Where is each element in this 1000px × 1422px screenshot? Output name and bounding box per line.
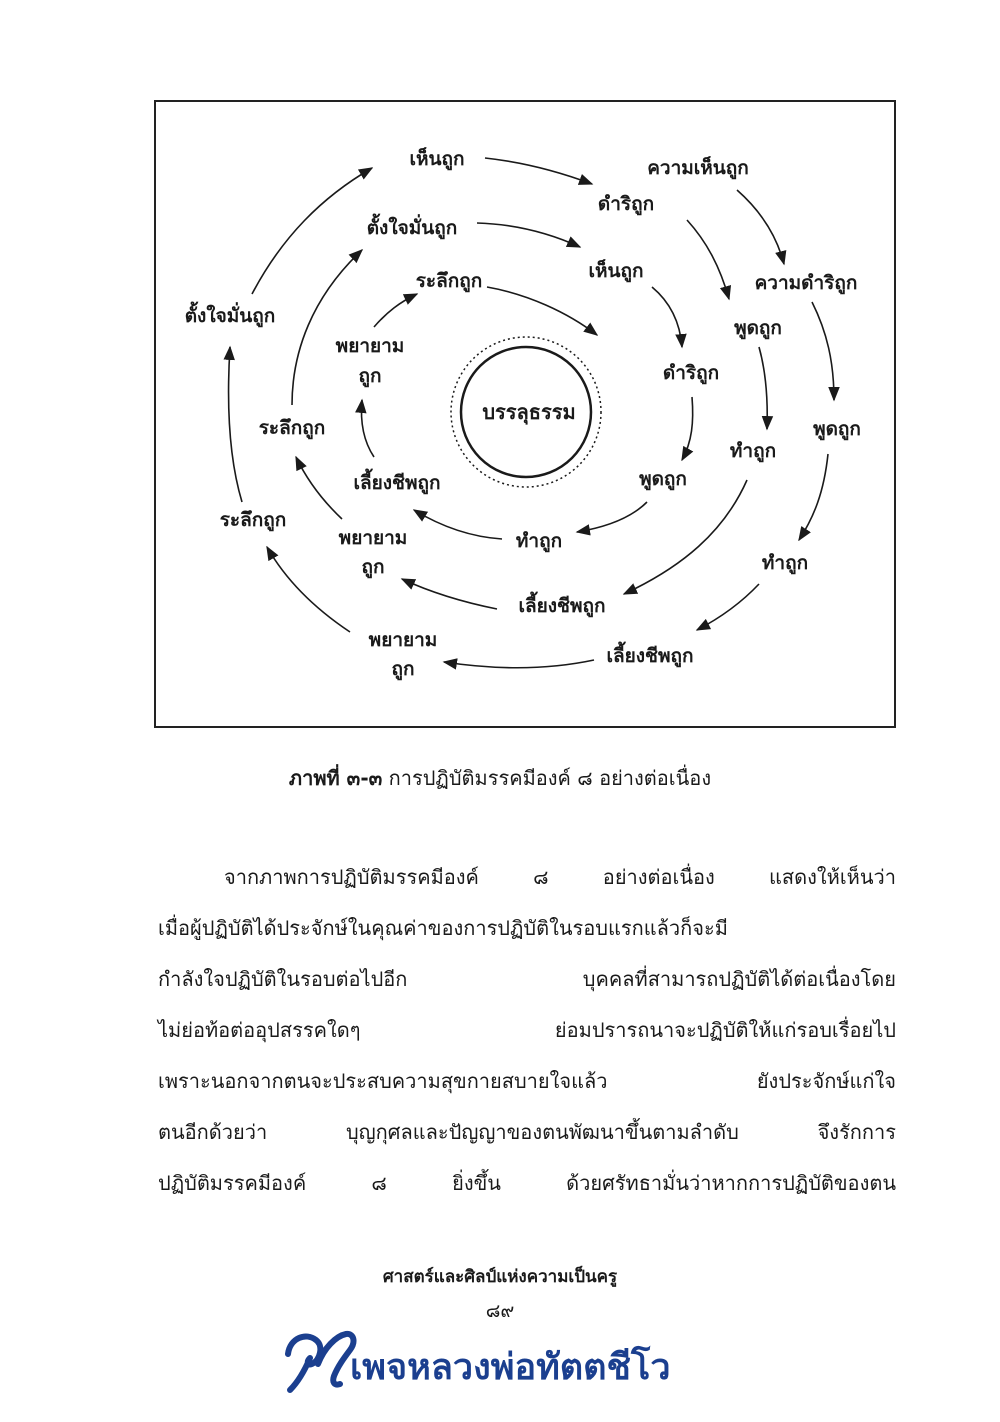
label-outer-right-effort-line2: ถูก (391, 658, 415, 680)
label-mid-speech: พูดถูก (734, 317, 782, 339)
body-line: ไม่ย่อท้อต่ออุปสรรคใดๆ ย่อมปรารถนาจะปฏิบัติให้แก่รอบเรื่อยไป (158, 1018, 896, 1042)
arrow-mid-3 (624, 480, 747, 594)
diagram-frame (154, 100, 896, 728)
figure-caption-label: ภาพที่ ๓-๓ (288, 766, 383, 790)
page-number: ๘๙ (485, 1300, 515, 1322)
label-mid-view: เห็นถูก (588, 260, 644, 282)
label-inner-speech: พูดถูก (639, 468, 687, 490)
label-outer-right-view-again: เห็นถูก (409, 148, 465, 170)
label-outer-right-intention: ความดำริถูก (754, 272, 858, 294)
arrow-inner-1 (652, 287, 682, 347)
label-mid-mindfulness: ระลึกถูก (258, 417, 326, 439)
noble-eightfold-path-diagram (2, 2, 1000, 1422)
body-line: ปฏิบัติมรรคมีองค์ ๘ ยิ่งขึ้น ด้วยศรัทธามั่นว่าหากการปฏิบัติของตน (158, 1171, 896, 1195)
label-outer-right-livelihood: เลี้ยงชีพถูก (606, 645, 694, 667)
label-mid-action: ทำถูก (729, 440, 777, 462)
arrow-outer-2 (812, 302, 834, 400)
label-mid-effort-line1: พยายาม (338, 527, 408, 549)
brand-name: เพจหลวงพ่อทัตตชีโว (350, 1347, 671, 1388)
label-mid-intention: ดำริถูก (597, 193, 655, 215)
label-inner-mindfulness: ระลึกถูก (415, 270, 483, 292)
arrow-mid-1 (687, 220, 729, 299)
label-outer-right-view: ความเห็นถูก (647, 157, 749, 179)
brand-logo (280, 1324, 740, 1394)
label-outer-right-speech: พูดถูก (813, 418, 861, 440)
arrow-inner-6 (374, 294, 417, 327)
arrow-mid-5 (296, 457, 342, 519)
arrow-mid-2 (759, 347, 767, 429)
label-mid-effort-line2: ถูก (361, 556, 385, 578)
label-outer-right-concentration: ตั้งใจมั่นถูก (184, 305, 276, 327)
label-inner-livelihood: เลี้ยงชีพถูก (353, 472, 441, 494)
body-line: กำลังใจปฏิบัติในรอบต่อไปอีก บุคคลที่สามารถปฏิบัติได้ต่อเนื่องโดย (158, 967, 896, 991)
arrow-mid-4 (402, 579, 497, 609)
arrow-mid-7 (477, 223, 580, 247)
label-mid-concentration: ตั้งใจมั่นถูก (366, 217, 458, 239)
arrow-inner-4 (414, 510, 502, 539)
figure-caption-text: การปฏิบัติมรรคมีองค์ ๘ อย่างต่อเนื่อง (382, 766, 712, 790)
footer-book-title: ศาสตร์และศิลป์แห่งความเป็นครู (382, 1267, 618, 1287)
label-inner-action: ทำถูก (515, 530, 563, 552)
arrow-outer-9 (485, 158, 592, 184)
arrow-mid-6 (292, 250, 362, 405)
arrow-outer-4 (697, 584, 759, 630)
body-line: เมื่อผู้ปฏิบัติได้ประจักษ์ในคุณค่าของการปฏิบัติในรอบแรกแล้วก็จะมี (158, 916, 728, 940)
arrow-inner-2 (682, 397, 693, 460)
arrow-outer-3 (799, 454, 828, 540)
brand-mark-icon (280, 1324, 360, 1394)
body-line: ตนอีกด้วยว่า บุญกุศลและปัญญาของตนพัฒนาขึ้นตามลำดับ จึงรักการ (158, 1120, 896, 1144)
center-label: บรรลุธรรม (482, 400, 576, 424)
label-outer-right-mindfulness: ระลึกถูก (219, 509, 287, 531)
arrow-inner-3 (577, 502, 647, 532)
body-line: เพราะนอกจากตนจะประสบความสุขกายสบายใจแล้ว ยังประจักษ์แก่ใจ (158, 1069, 896, 1093)
label-mid-livelihood: เลี้ยงชีพถูก (518, 595, 606, 617)
body-paragraph (158, 852, 896, 1209)
arrow-outer-6 (267, 547, 350, 632)
arrow-outer-1 (737, 190, 784, 264)
figure-caption (0, 762, 1000, 794)
arrow-outer-7 (229, 347, 243, 502)
arrow-outer-5 (444, 660, 594, 668)
body-line: จากภาพการปฏิบัติมรรคมีองค์ ๘ อย่างต่อเนื่อง แสดงให้เห็นว่า (224, 865, 896, 889)
label-inner-intention: ดำริถูก (662, 362, 720, 384)
label-inner-effort-line2: ถูก (358, 365, 382, 387)
label-inner-effort-line1: พยายาม (335, 335, 405, 357)
arrow-inner-7 (487, 287, 597, 335)
arrow-inner-5 (362, 400, 375, 457)
label-outer-right-action: ทำถูก (761, 552, 809, 574)
arrow-outer-8 (252, 168, 372, 294)
label-outer-right-effort-line1: พยายาม (368, 629, 438, 651)
